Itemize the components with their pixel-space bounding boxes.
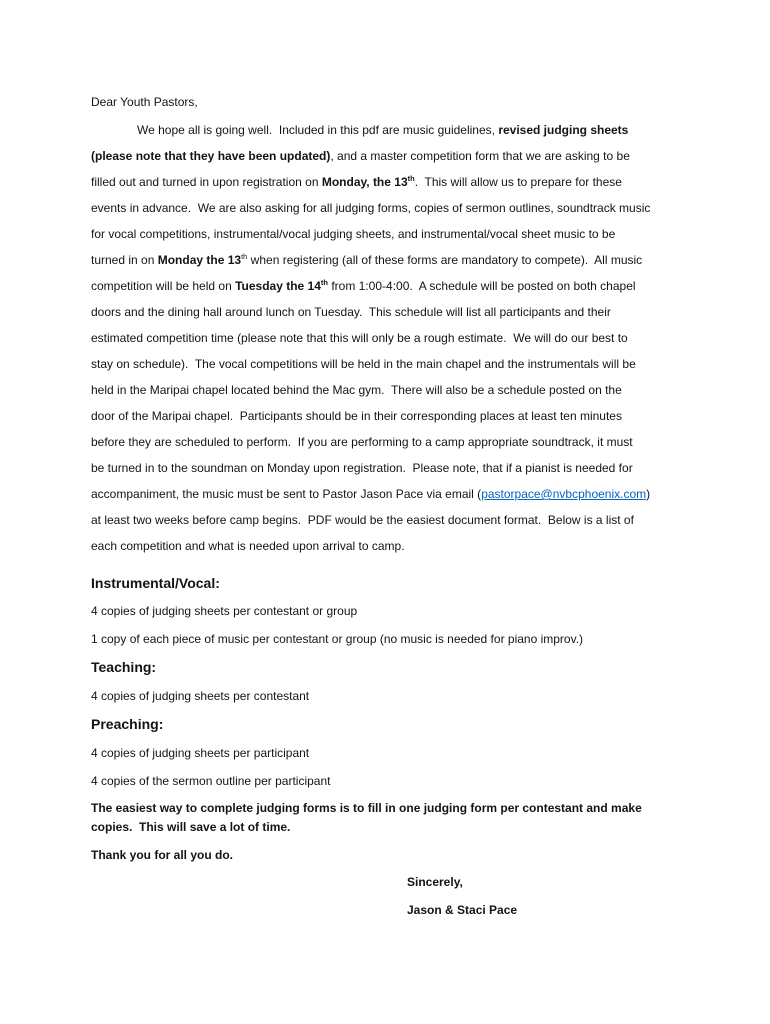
body-text: estimated competition time (please note that this will only be a rough estimate. We will do our best to <box>91 331 628 345</box>
body-text: turned in on <box>91 253 158 267</box>
requirement-item: 4 copies of judging sheets per contestant or group <box>91 604 358 618</box>
body-line <box>91 382 622 398</box>
body-text: at least two weeks before camp begins. PDF would be the easiest document format. Below is a list of <box>91 513 634 527</box>
body-line <box>137 122 628 138</box>
body-text: accompaniment, the music must be sent to Pastor Jason Pace via email ( <box>91 487 482 501</box>
requirement-item: 1 copy of each piece of music per contestant or group (no music is needed for piano improv.) <box>91 632 584 646</box>
body-line <box>91 512 634 528</box>
body-text: stay on schedule). The vocal competitions will be held in the main chapel and the instrumentals will be <box>91 357 636 371</box>
body-text: for vocal competitions, instrumental/vocal judging sheets, and instrumental/vocal sheet music to be <box>91 227 616 241</box>
body-line <box>91 252 642 270</box>
body-text: events in advance. We are also asking for all judging forms, copies of sermon outlines, soundtrack music <box>91 201 651 215</box>
body-line <box>91 226 615 242</box>
body-line <box>91 460 633 476</box>
body-text: ) <box>646 487 651 501</box>
body-line <box>91 304 611 320</box>
body-bold-text: (please note that they have been updated) <box>91 149 331 163</box>
greeting: Dear Youth Pastors, <box>91 95 198 109</box>
body-text: before they are scheduled to perform. If you are performing to a camp appropriate soundtrack, it must <box>91 435 633 449</box>
body-line <box>91 278 636 296</box>
body-line <box>91 538 405 554</box>
note-line: copies. This will save a lot of time. <box>91 820 291 834</box>
body-line <box>91 200 650 216</box>
body-text: when registering (all of these forms are mandatory to compete). All music <box>247 253 643 267</box>
body-bold-text: Tuesday the 14 <box>235 279 321 293</box>
body-text: doors and the dining hall around lunch on Tuesday. This schedule will list all participants and their <box>91 305 611 319</box>
ordinal-superscript: th <box>407 174 415 183</box>
body-text: . This will allow us to prepare for these <box>414 175 622 189</box>
thanks-line: Thank you for all you do. <box>91 848 234 862</box>
body-text: , and a master competition form that we are asking to be <box>330 149 630 163</box>
note-line: The easiest way to complete judging forms is to fill in one judging form per contestant and make <box>91 801 642 815</box>
body-text: filled out and turned in upon registration on <box>91 175 322 189</box>
body-text: door of the Maripai chapel. Participants should be in their corresponding places at least ten minutes <box>91 409 622 423</box>
body-text: be turned in to the soundman on Monday upon registration. Please note, that if a pianist is needed for <box>91 461 633 475</box>
body-line <box>91 356 636 372</box>
body-line <box>91 486 650 502</box>
body-line <box>91 174 622 192</box>
section-heading-teaching: Teaching: <box>91 659 157 675</box>
body-text: each competition and what is needed upon arrival to camp. <box>91 539 405 553</box>
body-text: competition will be held on <box>91 279 236 293</box>
body-line <box>91 434 633 450</box>
body-bold-text: revised judging sheets <box>498 123 629 137</box>
requirement-item: 4 copies of the sermon outline per participant <box>91 774 331 788</box>
body-bold-text: Monday, the 13 <box>321 175 408 189</box>
ordinal-superscript: th <box>320 278 328 287</box>
section-heading-instrumental-vocal: Instrumental/Vocal: <box>91 575 220 591</box>
signature: Jason & Staci Pace <box>407 903 518 917</box>
section-heading-preaching: Preaching: <box>91 716 164 732</box>
requirement-item: 4 copies of judging sheets per participant <box>91 746 310 760</box>
closing: Sincerely, <box>407 875 463 889</box>
body-line <box>91 148 630 164</box>
body-text: We hope all is going well. Included in this pdf are music guidelines, <box>137 123 499 137</box>
email-link[interactable]: pastorpace@nvbcphoenix.com <box>481 487 647 501</box>
requirement-item: 4 copies of judging sheets per contestant <box>91 689 310 703</box>
body-line <box>91 330 628 346</box>
body-line <box>91 408 622 424</box>
body-text: from 1:00-4:00. A schedule will be posted on both chapel <box>328 279 636 293</box>
ordinal-superscript: th <box>241 252 248 261</box>
body-bold-text: Monday the 13 <box>157 253 242 267</box>
body-text: held in the Maripai chapel located behind the Mac gym. There will also be a schedule posted on the <box>91 383 622 397</box>
